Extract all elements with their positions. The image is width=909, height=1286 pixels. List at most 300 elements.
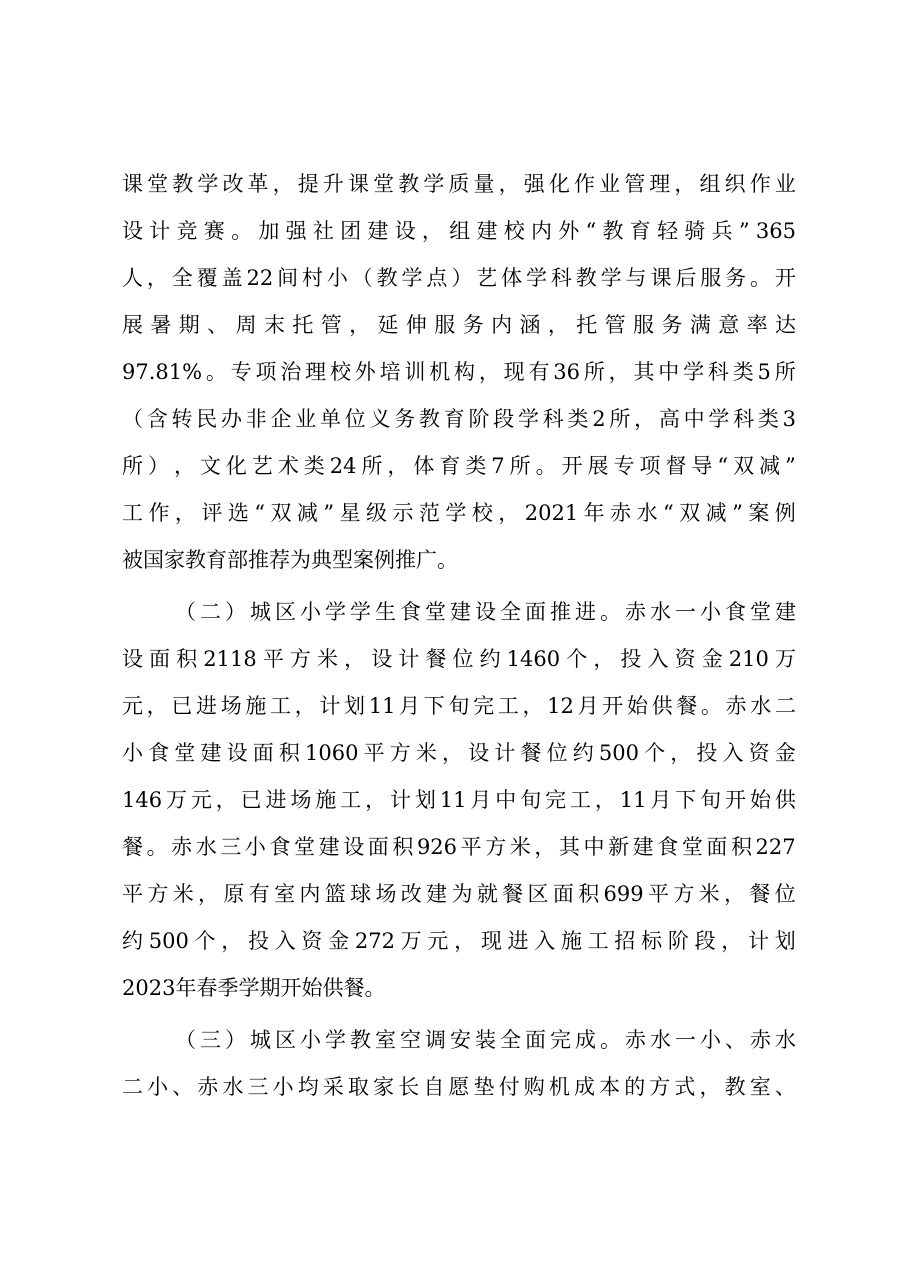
glyph: ” [732,501,743,525]
glyph: ） [225,600,246,624]
glyph: 区 [275,600,296,624]
glyph: 个 [194,929,216,953]
glyph: 、 [207,313,229,337]
glyph: 水 [636,501,658,525]
text-line [122,1017,796,1064]
glyph: 中 [495,788,517,812]
glyph: 人 [122,266,143,290]
glyph: 骑 [684,219,706,243]
glyph: 米 [172,882,194,906]
glyph: 中 [658,360,680,384]
glyph: 划 [344,694,366,718]
text-line [122,396,796,443]
glyph: 。 [750,266,771,290]
glyph: 堂 [425,600,446,624]
glyph: 专 [613,454,635,478]
glyph: 计 [494,741,516,765]
glyph: 教 [350,1028,371,1052]
glyph: 所 [509,454,531,478]
glyph: 旬 [520,788,542,812]
glyph: 型 [332,548,353,572]
glyph: ， [594,788,616,812]
glyph: 业 [295,407,317,431]
glyph: 完 [473,694,495,718]
glyph: 广 [416,548,437,572]
glyph: 作 [573,172,595,196]
text-line [122,537,796,584]
glyph: 阶 [667,929,689,953]
glyph: 小 [147,1075,169,1099]
text-line [122,824,796,871]
glyph: ， [221,929,243,953]
glyph: 务 [725,266,747,290]
glyph: 699 [603,882,644,906]
glyph: 设 [475,600,496,624]
glyph: 升 [322,172,344,196]
glyph: 米 [698,882,720,906]
glyph: 工 [340,788,362,812]
glyph: 转 [171,407,193,431]
glyph: 项 [639,454,661,478]
glyph: 堂 [174,741,196,765]
glyph: 涵 [519,313,541,337]
glyph: 赛 [203,219,225,243]
glyph: 设 [122,219,143,243]
glyph: 。 [437,548,458,572]
glyph: 12 [547,694,574,718]
glyph: 开 [280,976,302,1000]
glyph: 服 [633,313,655,337]
glyph: 建 [426,882,448,906]
glyph: 团 [340,219,362,243]
glyph: 建 [367,219,389,243]
glyph: 外 [558,219,580,243]
glyph: 愿 [448,1075,470,1099]
glyph: 现 [480,929,502,953]
glyph: 学 [325,1028,346,1052]
glyph: 水 [650,600,671,624]
glyph: 全 [500,600,521,624]
glyph: 育 [439,454,461,478]
glyph: 。 [600,600,621,624]
glyph: 米 [509,835,531,859]
glyph: 双 [733,454,755,478]
glyph: “ [585,219,597,243]
glyph: 食 [400,600,421,624]
glyph: 内 [530,219,552,243]
glyph: 方 [649,1075,671,1099]
text-line [122,302,796,349]
glyph: 月 [650,788,672,812]
glyph: 所 [361,454,383,478]
glyph: ， [215,788,237,812]
text-line [122,349,796,396]
glyph: 类 [303,454,325,478]
document-body [122,161,796,1111]
glyph: 划 [414,788,436,812]
glyph: 原 [223,882,245,906]
glyph: 积 [578,882,600,906]
glyph: 段 [493,407,515,431]
glyph: 小 [326,266,348,290]
glyph: 例 [374,548,395,572]
glyph: 。 [146,835,168,859]
glyph: ， [174,501,196,525]
glyph: 专 [230,360,252,384]
glyph: 城 [250,600,271,624]
glyph: 工 [497,694,519,718]
glyph: 水 [775,1028,796,1052]
glyph: 率 [746,313,768,337]
glyph: 设 [226,741,248,765]
glyph: 托 [292,313,314,337]
glyph: 方 [147,882,169,906]
glyph: 一 [675,600,696,624]
glyph: 2021 [524,501,579,525]
glyph: ， [454,929,476,953]
glyph: 化 [225,454,247,478]
glyph: 下 [423,694,445,718]
glyph: 单 [320,407,341,431]
glyph: 146 [122,788,163,812]
glyph: 课 [122,172,143,196]
glyph: 计 [748,929,769,953]
glyph: 场 [290,788,312,812]
glyph: 为 [451,882,473,906]
glyph: ， [272,172,294,196]
glyph: 范 [418,501,440,525]
glyph: 面 [367,835,389,859]
glyph: 建 [200,741,222,765]
glyph: 务 [462,313,484,337]
glyph: 机 [429,360,451,384]
glyph: 装 [475,1028,496,1052]
glyph: 进 [196,694,218,718]
glyph: 入 [722,741,744,765]
glyph: 三 [200,1028,221,1052]
glyph: 选 [227,501,249,525]
glyph: 工 [270,694,292,718]
glyph: 约 [479,647,501,671]
glyph: 餐 [502,882,524,906]
glyph: 完 [545,788,567,812]
glyph: 校 [471,501,493,525]
glyph: 计 [390,788,411,812]
glyph: 二 [122,1075,143,1099]
glyph: ， [173,454,195,478]
paragraph-p1 [122,161,796,584]
glyph: 服 [700,266,722,290]
glyph: 学 [238,976,260,1000]
glyph: 平 [363,741,385,765]
glyph: 2023 [122,976,176,1000]
glyph: 餐 [343,976,365,1000]
glyph: 水 [195,835,217,859]
glyph: 二 [774,694,796,718]
glyph: 育 [629,219,651,243]
glyph: 类 [732,360,754,384]
glyph: 进 [265,788,287,812]
glyph: ， [721,929,743,953]
glyph: 空 [400,1028,421,1052]
glyph: 加 [258,219,280,243]
glyph: 展 [122,313,143,337]
glyph: 术 [277,454,299,478]
glyph: 开 [561,454,583,478]
glyph: 、 [725,1028,746,1052]
glyph: 小 [122,741,143,765]
glyph: ” [738,219,750,243]
glyph: 所 [583,360,605,384]
glyph: 赤 [171,835,193,859]
glyph: 村 [301,266,323,290]
glyph: 阶 [468,407,490,431]
glyph: 小 [300,600,321,624]
glyph: 校 [329,360,351,384]
glyph: 本 [599,1075,621,1099]
glyph: 非 [245,407,267,431]
glyph: 学 [423,172,445,196]
glyph: 小 [700,1028,721,1052]
glyph: 作 [148,501,170,525]
glyph: 改 [222,172,244,196]
glyph: 长 [398,1075,420,1099]
glyph: 资 [748,741,770,765]
glyph: 学 [197,172,219,196]
glyph: 供 [651,694,673,718]
glyph: ， [421,219,443,243]
glyph: 1060 [304,741,359,765]
glyph: ， [349,313,371,337]
glyph: 三 [247,1075,269,1099]
glyph: 减 [296,501,318,525]
glyph: 年 [175,976,197,1000]
glyph: 管 [320,313,342,337]
glyph: 面 [552,882,574,906]
glyph: 盖 [221,266,243,290]
glyph: 组 [699,172,721,196]
glyph: 伸 [405,313,427,337]
glyph: 教 [185,548,206,572]
glyph: ， [294,694,316,718]
glyph: 面 [149,647,171,671]
glyph: 文 [199,454,221,478]
glyph: 务 [394,407,416,431]
glyph: 改 [400,882,422,906]
glyph: ， [498,172,520,196]
glyph: 覆 [196,266,218,290]
glyph: 体 [413,454,435,478]
glyph: 全 [500,1028,521,1052]
glyph: 赤 [625,600,646,624]
glyph: 建 [476,219,498,243]
glyph: 位 [344,407,366,431]
glyph: 托 [576,313,598,337]
glyph: 场 [220,694,242,718]
glyph: 构 [454,360,476,384]
glyph: 社 [312,219,334,243]
glyph: ， [534,835,556,859]
glyph: 赤 [625,1028,646,1052]
glyph: 末 [263,313,285,337]
glyph: 生 [375,600,396,624]
glyph: 积 [278,741,300,765]
glyph: 义 [369,407,391,431]
glyph: 调 [425,1028,446,1052]
glyph: 全 [171,266,193,290]
glyph: ， [593,647,615,671]
glyph: 为 [290,548,311,572]
glyph: 赤 [610,501,632,525]
glyph: （ [175,600,196,624]
text-line [122,730,796,777]
glyph: ， [547,313,569,337]
glyph: 学 [401,266,423,290]
glyph: 位 [546,741,568,765]
glyph: ， [634,407,656,431]
glyph: 中 [583,835,605,859]
glyph: 例 [774,501,796,525]
glyph: 堂 [373,172,395,196]
glyph: 推 [248,548,269,572]
glyph: 积 [392,835,414,859]
glyph: 365 [755,219,796,243]
glyph: 约 [122,929,143,953]
glyph: 部 [227,548,248,572]
text-line [122,443,796,490]
glyph: 元 [122,694,143,718]
glyph: ， [198,882,220,906]
glyph: 面 [525,600,546,624]
glyph: 展 [587,454,609,478]
text-line [122,208,796,255]
glyph: ， [699,1075,721,1099]
glyph: 个 [566,647,588,671]
glyph: 教 [376,266,398,290]
glyph: 投 [247,929,269,953]
glyph: 类 [465,454,487,478]
glyph: 小 [272,1075,294,1099]
glyph: 有 [528,360,550,384]
glyph: 星 [339,501,361,525]
glyph: 类 [757,407,779,431]
glyph: 垫 [473,1075,495,1099]
glyph: 教 [724,1075,746,1099]
glyph: 其 [633,360,655,384]
glyph: 类 [567,407,589,431]
glyph: 科 [707,360,729,384]
glyph: ， [522,694,544,718]
glyph: 学 [350,600,371,624]
glyph: 就 [476,882,498,906]
glyph: 达 [774,313,796,337]
glyph: 篮 [324,882,346,906]
glyph: 外 [354,360,376,384]
glyph: 科 [542,407,564,431]
glyph: 取 [347,1075,369,1099]
glyph: 施 [315,788,337,812]
glyph: 。 [600,1028,621,1052]
glyph: 含 [146,407,168,431]
glyph: 米 [415,741,437,765]
glyph: 室 [375,1028,396,1052]
glyph: 面 [706,835,728,859]
glyph: 室 [749,1075,771,1099]
glyph: 积 [176,647,198,671]
glyph: 7 [491,454,505,478]
glyph: 设 [343,835,365,859]
glyph: 期 [259,976,281,1000]
glyph: 内 [299,882,321,906]
glyph: 个 [644,741,666,765]
glyph: 500 [598,741,639,765]
glyph: 荐 [269,548,290,572]
glyph: 民 [196,407,218,431]
glyph: 计 [319,694,341,718]
glyph: 餐 [749,882,771,906]
glyph: 周 [235,313,257,337]
glyph: 竞 [176,219,198,243]
glyph: 始 [301,976,323,1000]
glyph: 划 [774,929,796,953]
glyph: ， [146,266,168,290]
glyph: 。 [700,694,722,718]
text-line [122,918,796,965]
glyph: 食 [657,835,679,859]
glyph: 方 [485,835,507,859]
glyph: 间 [277,266,299,290]
glyph: 元 [190,788,212,812]
glyph: 水 [650,1028,671,1052]
glyph: 11 [439,788,467,812]
glyph: 所 [122,454,143,478]
glyph: 平 [647,882,669,906]
glyph: 。 [205,360,227,384]
glyph: 段 [694,929,716,953]
glyph: 约 [572,741,594,765]
glyph: 完 [550,1028,571,1052]
glyph: 方 [389,741,411,765]
glyph: 926 [416,835,458,859]
glyph: 学 [600,266,622,290]
glyph: 建 [450,600,471,624]
glyph: 成 [573,1075,595,1099]
glyph: 区 [527,882,549,906]
glyph: 设 [122,647,143,671]
glyph: 点 [426,266,448,290]
glyph: 供 [322,976,344,1000]
glyph: 家 [373,1075,395,1099]
glyph: ， [724,882,745,906]
text-line [122,636,796,683]
paragraph-p2 [122,589,796,1012]
glyph: 质 [448,172,470,196]
glyph: 导 [691,454,713,478]
glyph: 投 [696,741,718,765]
glyph: 开 [602,694,624,718]
glyph: 球 [350,882,372,906]
glyph: ， [146,694,168,718]
glyph: 内 [491,313,513,337]
glyph: 面 [252,741,274,765]
glyph: 级 [366,501,388,525]
text-line [122,871,796,918]
glyph: 课 [650,266,672,290]
glyph: 业 [774,172,796,196]
glyph: 、 [172,1075,194,1099]
glyph: 治 [280,360,302,384]
glyph: 272 [354,929,395,953]
